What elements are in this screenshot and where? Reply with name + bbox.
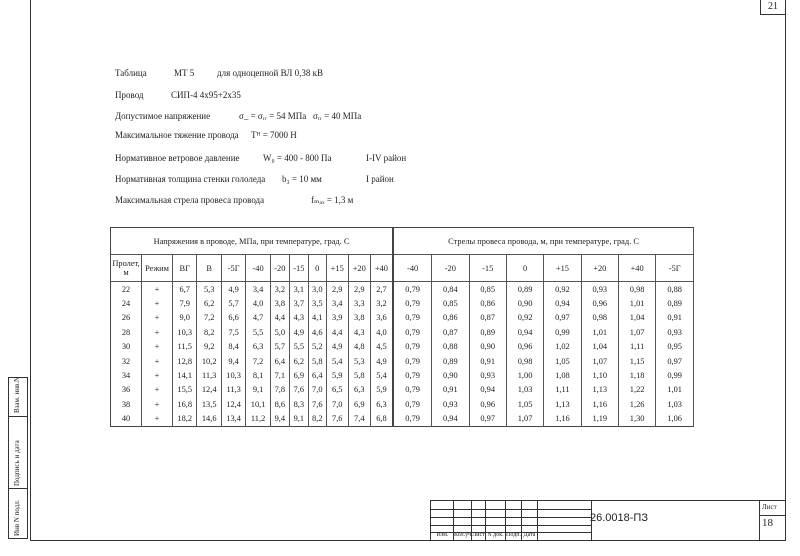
stress-cell: 6,3 — [370, 397, 393, 411]
sag-cell: 0,93 — [581, 282, 618, 297]
stress-cell: 5,2 — [308, 340, 326, 354]
side-cell-inv-orig: Инв N подл. — [9, 488, 27, 539]
sag-cell: 1,13 — [581, 383, 618, 397]
sag-cell: 1,10 — [581, 368, 618, 382]
sag-cell: 0,97 — [656, 354, 694, 368]
sag-cell: 0,93 — [469, 368, 506, 382]
col-stress-header: +20 — [348, 255, 370, 282]
stress-cell: 7,0 — [308, 383, 326, 397]
sag-cell: 0,89 — [432, 354, 469, 368]
stress-cell: 2,9 — [326, 282, 348, 297]
stress-cell: 3,4 — [246, 282, 270, 297]
stress-cell: 4,8 — [348, 340, 370, 354]
sag-cell: 1,07 — [618, 325, 655, 339]
sag-cell: 0,93 — [656, 325, 694, 339]
stress-cell: 12,8 — [173, 354, 197, 368]
stress-cell: 8,6 — [270, 397, 289, 411]
stress-cell: 4,9 — [326, 340, 348, 354]
stress-cell: 5,4 — [370, 368, 393, 382]
stress-cell: 3,5 — [308, 296, 326, 310]
sag-cell: 1,13 — [544, 397, 581, 411]
sag-cell: 1,16 — [544, 412, 581, 427]
stress-cell: 3,1 — [289, 282, 308, 297]
stress-cell: 4,7 — [246, 311, 270, 325]
stress-cell: 9,2 — [197, 340, 221, 354]
sag-cell: 1,07 — [581, 354, 618, 368]
table-label: Таблица — [115, 68, 147, 78]
stress-cell: 3,2 — [370, 296, 393, 310]
stress-cell: 10,3 — [221, 368, 245, 382]
ice-region: I район — [366, 174, 394, 184]
stress-cell: 4,3 — [348, 325, 370, 339]
stress-cell: 5,5 — [289, 340, 308, 354]
sag-cell: 0,96 — [581, 296, 618, 310]
span-cell: 38 — [111, 397, 142, 411]
mode-cell: + — [142, 397, 173, 411]
col-stress-header: +15 — [326, 255, 348, 282]
ice-label: Нормативная толщина стенки гололеда — [115, 174, 266, 184]
sag-cell: 0,79 — [393, 311, 432, 325]
stress-cell: 9,4 — [221, 354, 245, 368]
stress-cell: 3,8 — [270, 296, 289, 310]
stress-cell: 11,5 — [173, 340, 197, 354]
stress-cell: 6,7 — [173, 282, 197, 297]
span-cell: 30 — [111, 340, 142, 354]
stress-cell: 4,0 — [370, 325, 393, 339]
table-row — [111, 311, 694, 325]
mode-cell: + — [142, 282, 173, 297]
stress-cell: 2,9 — [348, 282, 370, 297]
sag-cell: 0,98 — [581, 311, 618, 325]
wind-value: W₀ = 400 - 800 Па — [263, 153, 332, 163]
sag-cell: 0,79 — [393, 325, 432, 339]
stress-cell: 6,3 — [246, 340, 270, 354]
stress-cell: 5,4 — [326, 354, 348, 368]
sag-cell: 1,03 — [656, 397, 694, 411]
sag-cell: 0,94 — [506, 325, 543, 339]
stress-cell: 6,3 — [348, 383, 370, 397]
sag-cell: 0,89 — [469, 325, 506, 339]
stress-cell: 8,3 — [289, 397, 308, 411]
stress-cell: 9,1 — [289, 412, 308, 427]
sag-cell: 0,97 — [469, 412, 506, 427]
table-row — [111, 340, 694, 354]
sag-cell: 0,98 — [506, 354, 543, 368]
group-sag-header: Стрелы провеса провода, м, при температуре, град. С — [393, 228, 693, 255]
stress-cell: 4,9 — [289, 325, 308, 339]
stress-cell: 14,1 — [173, 368, 197, 382]
span-cell: 34 — [111, 368, 142, 382]
sag-cell: 0,92 — [506, 311, 543, 325]
col-stress-header: +40 — [370, 255, 393, 282]
stress-cell: 7,9 — [173, 296, 197, 310]
stress-cell: 8,1 — [246, 368, 270, 382]
sag-cell: 1,01 — [581, 325, 618, 339]
stress-cell: 6,5 — [326, 383, 348, 397]
stress-cell: 8,2 — [308, 412, 326, 427]
span-cell: 26 — [111, 311, 142, 325]
stress-cell: 10,1 — [246, 397, 270, 411]
stress-cell: 18,2 — [173, 412, 197, 427]
stress-cell: 11,2 — [246, 412, 270, 427]
document-code: 26.0018-ПЗ — [590, 512, 648, 524]
stress-cell: 4,4 — [270, 311, 289, 325]
tension-value: Тᴴ = 7000 Н — [251, 130, 297, 140]
sag-cell: 0,92 — [544, 282, 581, 297]
col-stress-header: В — [197, 255, 221, 282]
sheet-label: Лист — [762, 503, 777, 511]
stress-cell: 14,6 — [197, 412, 221, 427]
col-stress-header: ВГ — [173, 255, 197, 282]
stress-cell: 12,4 — [197, 383, 221, 397]
sag-cell: 0,88 — [432, 340, 469, 354]
sag-cell: 0,85 — [469, 282, 506, 297]
stress-cell: 15,5 — [173, 383, 197, 397]
stress-cell: 4,4 — [326, 325, 348, 339]
stamp-label: Подп. — [506, 532, 521, 538]
sag-cell: 0,87 — [469, 311, 506, 325]
stress-value-1: σ_ = σᵣᵣ = 54 МПа — [239, 111, 307, 121]
sag-cell: 1,18 — [618, 368, 655, 382]
span-cell: 40 — [111, 412, 142, 427]
mode-cell: + — [142, 412, 173, 427]
side-cell-inv-repl: Взам. инв.N — [13, 376, 21, 413]
sag-cell: 0,99 — [656, 368, 694, 382]
stress-cell: 4,5 — [370, 340, 393, 354]
stress-cell: 6,6 — [221, 311, 245, 325]
col-sag-header: 0 — [506, 255, 543, 282]
sag-cell: 1,16 — [581, 397, 618, 411]
stress-cell: 7,2 — [246, 354, 270, 368]
ice-value: b₃ = 10 мм — [282, 174, 322, 184]
stress-cell: 5,3 — [197, 282, 221, 297]
col-sag-header: +15 — [544, 255, 581, 282]
stress-cell: 7,8 — [270, 383, 289, 397]
col-stress-header: 0 — [308, 255, 326, 282]
tension-label: Максимальное тяжение провода — [115, 130, 239, 140]
sag-cell: 0,91 — [432, 383, 469, 397]
col-span-header: Пролет, м — [111, 255, 142, 282]
group-stress-header: Напряжения в проводе, МПа, при температуре, град. С — [111, 228, 394, 255]
stress-cell: 7,2 — [197, 311, 221, 325]
span-cell: 36 — [111, 383, 142, 397]
stress-cell: 5,3 — [348, 354, 370, 368]
stress-cell: 7,0 — [326, 397, 348, 411]
sag-cell: 0,88 — [656, 282, 694, 297]
sag-cell: 0,79 — [393, 368, 432, 382]
wind-region: I-IV район — [366, 153, 407, 163]
stress-cell: 4,1 — [308, 311, 326, 325]
sag-cell: 0,79 — [393, 354, 432, 368]
stress-cell: 6,2 — [289, 354, 308, 368]
page-number: 21 — [760, 0, 786, 15]
sag-cell: 0,79 — [393, 412, 432, 427]
mode-cell: + — [142, 354, 173, 368]
stress-label: Допустимое напряжение — [115, 111, 211, 121]
wind-label: Нормативное ветровое давление — [115, 153, 240, 163]
sag-cell: 0,93 — [432, 397, 469, 411]
stress-cell: 12,4 — [221, 397, 245, 411]
sag-cell: 0,97 — [544, 311, 581, 325]
mode-cell: + — [142, 383, 173, 397]
sag-cell: 0,98 — [618, 282, 655, 297]
sag-cell: 0,91 — [656, 311, 694, 325]
wire-label: Провод — [115, 90, 144, 100]
stress-cell: 7,1 — [270, 368, 289, 382]
stress-cell: 6,9 — [348, 397, 370, 411]
sag-cell: 0,79 — [393, 296, 432, 310]
stress-cell: 5,5 — [246, 325, 270, 339]
side-stamp — [8, 377, 28, 539]
span-cell: 28 — [111, 325, 142, 339]
stress-cell: 10,2 — [197, 354, 221, 368]
stress-cell: 3,7 — [289, 296, 308, 310]
stress-cell: 3,2 — [270, 282, 289, 297]
stress-value-2: σᵣᵣ = 40 МПа — [313, 111, 362, 121]
sag-cell: 0,79 — [393, 282, 432, 297]
stress-cell: 16,8 — [173, 397, 197, 411]
col-sag-header: +40 — [618, 255, 655, 282]
table-row — [111, 282, 694, 297]
stress-cell: 5,7 — [221, 296, 245, 310]
sag-cell: 0,94 — [469, 383, 506, 397]
sag-cell: 0,90 — [432, 368, 469, 382]
stress-cell: 13,5 — [197, 397, 221, 411]
sag-cell: 0,90 — [506, 296, 543, 310]
table-row — [111, 383, 694, 397]
mode-cell: + — [142, 325, 173, 339]
col-mode-header: Режим — [142, 255, 173, 282]
stress-cell: 7,5 — [221, 325, 245, 339]
sag-cell: 0,86 — [432, 311, 469, 325]
table-row — [111, 354, 694, 368]
col-stress-header: -5Г — [221, 255, 245, 282]
sag-cell: 1,19 — [581, 412, 618, 427]
sag-cell: 1,11 — [544, 383, 581, 397]
mode-cell: + — [142, 311, 173, 325]
sag-cell: 0,91 — [469, 354, 506, 368]
sag-cell: 1,00 — [506, 368, 543, 382]
stress-cell: 4,9 — [221, 282, 245, 297]
table-group-header — [111, 228, 694, 255]
stress-cell: 11,3 — [221, 383, 245, 397]
stress-cell: 3,3 — [348, 296, 370, 310]
sag-tension-table — [110, 227, 694, 427]
mode-cell: + — [142, 296, 173, 310]
sag-cell: 1,03 — [506, 383, 543, 397]
sag-cell: 0,89 — [506, 282, 543, 297]
sag-cell: 1,05 — [544, 354, 581, 368]
stress-cell: 3,4 — [326, 296, 348, 310]
table-desc: для одноцепной ВЛ 0,38 кВ — [217, 68, 323, 78]
stress-cell: 4,3 — [289, 311, 308, 325]
col-stress-header: -20 — [270, 255, 289, 282]
sag-cell: 0,94 — [544, 296, 581, 310]
stress-cell: 9,1 — [246, 383, 270, 397]
span-cell: 22 — [111, 282, 142, 297]
col-sag-header: -5Г — [656, 255, 694, 282]
stress-cell: 5,8 — [348, 368, 370, 382]
stress-cell: 10,3 — [173, 325, 197, 339]
col-sag-header: -15 — [469, 255, 506, 282]
sag-cell: 0,94 — [432, 412, 469, 427]
stress-cell: 11,3 — [197, 368, 221, 382]
span-cell: 24 — [111, 296, 142, 310]
sag-cell: 0,87 — [432, 325, 469, 339]
sag-cell: 0,86 — [469, 296, 506, 310]
stress-cell: 5,9 — [326, 368, 348, 382]
stress-cell: 2,7 — [370, 282, 393, 297]
stress-cell: 6,4 — [308, 368, 326, 382]
sag-cell: 1,15 — [618, 354, 655, 368]
stress-cell: 4,9 — [370, 354, 393, 368]
stress-cell: 4,6 — [308, 325, 326, 339]
sag-cell: 1,04 — [618, 311, 655, 325]
mode-cell: + — [142, 340, 173, 354]
sag-cell: 0,96 — [469, 397, 506, 411]
col-stress-header: -40 — [246, 255, 270, 282]
side-cell-sign-date: Подпись и дата — [9, 416, 27, 489]
wire-value: СИП-4 4х95+2х35 — [171, 90, 241, 100]
sag-cell: 0,84 — [432, 282, 469, 297]
stress-cell: 9,0 — [173, 311, 197, 325]
stress-cell: 3,9 — [326, 311, 348, 325]
sag-cell: 1,04 — [581, 340, 618, 354]
mode-cell: + — [142, 368, 173, 382]
stress-cell: 9,4 — [270, 412, 289, 427]
table-row — [111, 397, 694, 411]
sag-cell: 0,79 — [393, 397, 432, 411]
col-stress-header: -15 — [289, 255, 308, 282]
sag-cell: 1,07 — [506, 412, 543, 427]
table-column-header — [111, 255, 694, 282]
sag-cell: 1,08 — [544, 368, 581, 382]
stress-cell: 3,0 — [308, 282, 326, 297]
sag-cell: 0,95 — [656, 340, 694, 354]
sag-cell: 0,79 — [393, 383, 432, 397]
table-row — [111, 325, 694, 339]
sag-cell: 1,30 — [618, 412, 655, 427]
stamp-label: Дата — [523, 532, 536, 538]
stress-cell: 3,8 — [348, 311, 370, 325]
sag-cell: 1,02 — [544, 340, 581, 354]
stamp-label: N док. — [487, 532, 504, 538]
stress-cell: 8,2 — [197, 325, 221, 339]
span-cell: 32 — [111, 354, 142, 368]
stress-cell: 7,6 — [289, 383, 308, 397]
stress-cell: 13,4 — [221, 412, 245, 427]
table-row — [111, 412, 694, 427]
stamp-label: Лист — [472, 532, 485, 538]
stress-cell: 5,7 — [270, 340, 289, 354]
stress-cell: 4,0 — [246, 296, 270, 310]
stress-cell: 5,8 — [308, 354, 326, 368]
stress-cell: 5,0 — [270, 325, 289, 339]
table-row — [111, 296, 694, 310]
stress-cell: 7,6 — [308, 397, 326, 411]
sheet-number: 18 — [762, 517, 773, 529]
sag-value: fₘₐₓ = 1,3 м — [311, 195, 354, 205]
sag-label: Максимальная стрела провеса провода — [115, 195, 265, 205]
stress-cell: 8,4 — [221, 340, 245, 354]
stress-cell: 7,4 — [348, 412, 370, 427]
col-sag-header: +20 — [581, 255, 618, 282]
sag-cell: 0,90 — [469, 340, 506, 354]
table-id: МТ 5 — [174, 68, 195, 78]
sag-cell: 0,85 — [432, 296, 469, 310]
sag-cell: 1,06 — [656, 412, 694, 427]
stamp-label: Изм. — [436, 532, 449, 538]
sag-cell: 0,99 — [544, 325, 581, 339]
stress-cell: 6,8 — [370, 412, 393, 427]
stamp-label: Кол.уч — [454, 532, 472, 538]
col-sag-header: -40 — [393, 255, 432, 282]
sag-cell: 1,11 — [618, 340, 655, 354]
stress-cell: 7,6 — [326, 412, 348, 427]
sag-cell: 0,96 — [506, 340, 543, 354]
stress-cell: 6,2 — [197, 296, 221, 310]
sag-cell: 0,79 — [393, 340, 432, 354]
stress-cell: 6,9 — [289, 368, 308, 382]
sag-cell: 1,01 — [618, 296, 655, 310]
stress-cell: 6,4 — [270, 354, 289, 368]
col-sag-header: -20 — [432, 255, 469, 282]
stress-cell: 3,6 — [370, 311, 393, 325]
stress-cell: 5,9 — [370, 383, 393, 397]
sag-cell: 1,26 — [618, 397, 655, 411]
table-row — [111, 368, 694, 382]
sag-cell: 0,89 — [656, 296, 694, 310]
sag-cell: 1,05 — [506, 397, 543, 411]
sag-cell: 1,22 — [618, 383, 655, 397]
sag-cell: 1,01 — [656, 383, 694, 397]
